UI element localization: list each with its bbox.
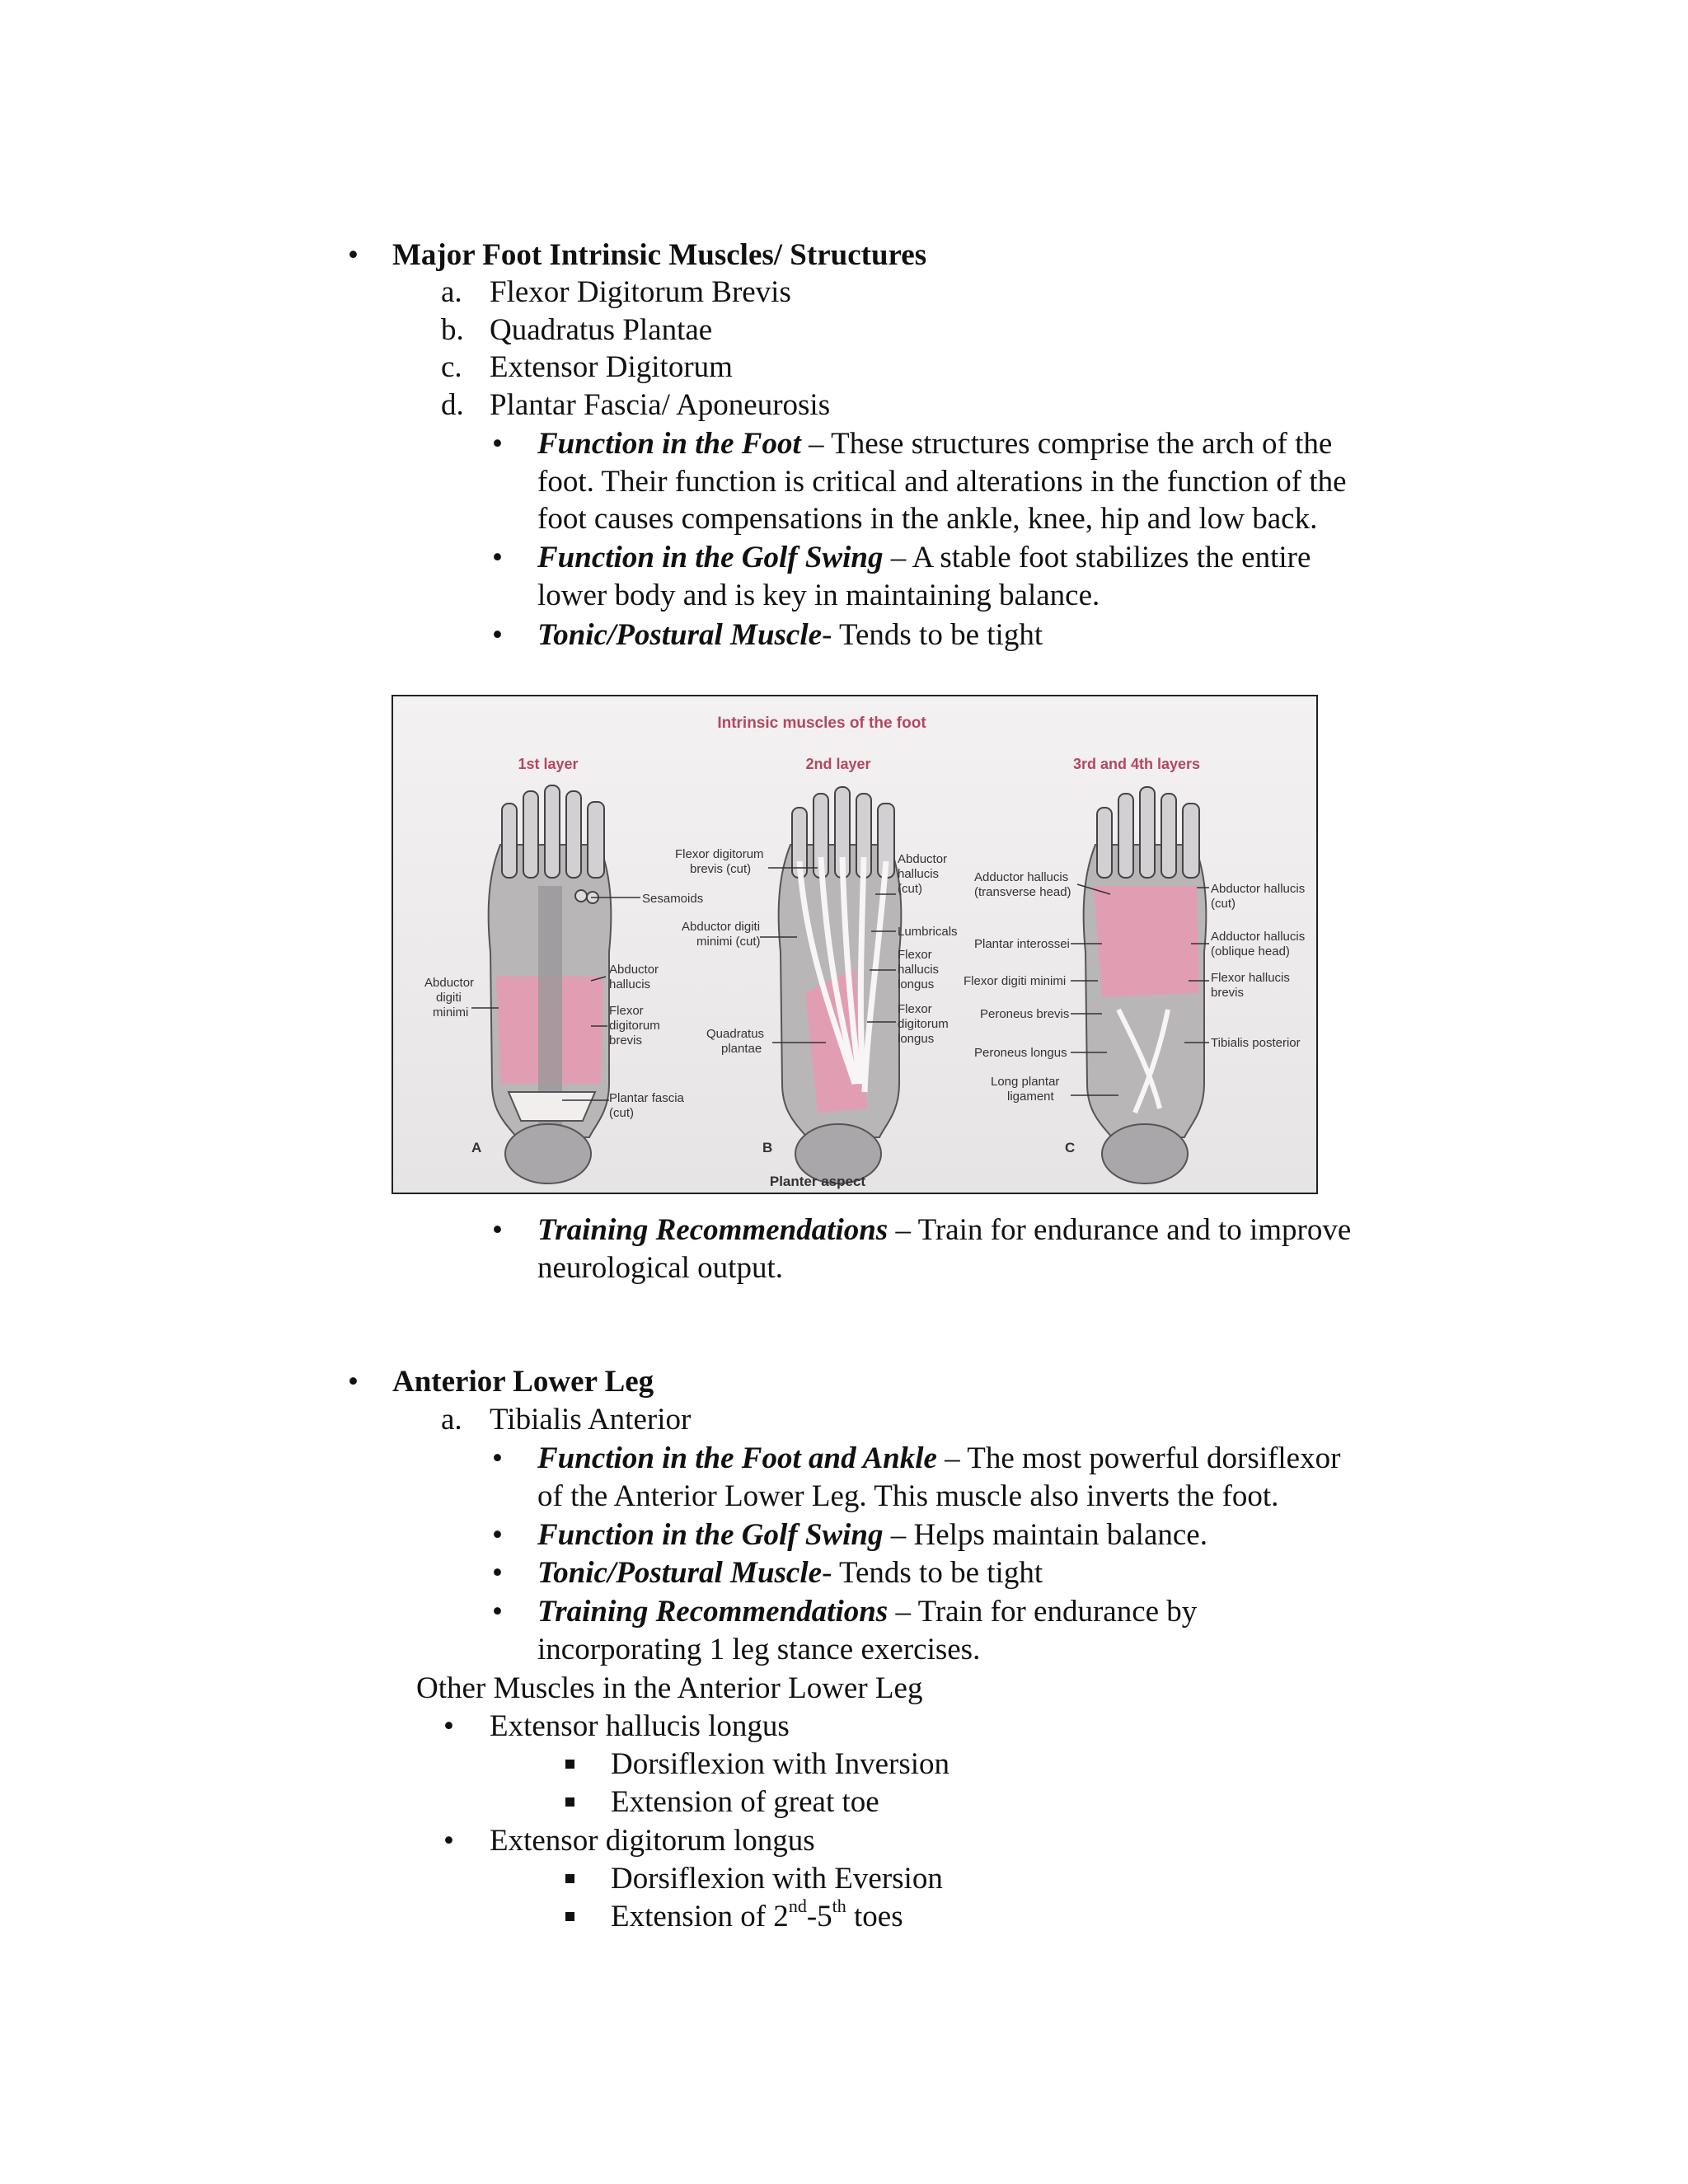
bullet: • xyxy=(443,1824,454,1858)
panel-letter: A xyxy=(471,1140,482,1155)
figure-caption: Planter aspect xyxy=(769,1174,866,1189)
label-abductor-hallucis-cut: Abductor xyxy=(898,852,948,866)
label-abductor-digiti-minimi-cut: Abductor digiti xyxy=(682,920,761,934)
foot-c-drawing xyxy=(1084,787,1207,1183)
label-abductor-digiti-minimi-cut: minimi (cut) xyxy=(696,935,761,949)
label-abductor-digiti-minimi: Abductor xyxy=(424,976,475,990)
function-text: These structures comprise the arch of the xyxy=(831,427,1333,461)
action-text: toes xyxy=(846,1900,903,1933)
function-text: foot causes compensations in the ankle, knee, hip and low back. xyxy=(537,502,1318,536)
label-flexor-hallucis-brevis: Flexor hallucis xyxy=(1211,971,1290,985)
list-item: Tibialis Anterior xyxy=(490,1403,692,1436)
muscle-name: Extensor digitorum longus xyxy=(490,1824,815,1858)
label-long-plantar-ligament: Long plantar xyxy=(991,1075,1060,1089)
bullet: • xyxy=(492,1518,503,1552)
label-sesamoids: Sesamoids xyxy=(642,892,704,906)
square-bullet xyxy=(565,1874,574,1883)
superscript: th xyxy=(832,1895,846,1916)
label-adductor-hallucis-oblique: Adductor hallucis xyxy=(1211,930,1306,944)
label-plantar-fascia: (cut) xyxy=(609,1106,634,1120)
bullet: • xyxy=(492,1441,503,1475)
section-heading-foot-intrinsic: Major Foot Intrinsic Muscles/ Structures xyxy=(392,238,927,272)
bullet: • xyxy=(492,1556,503,1590)
square-bullet xyxy=(565,1797,574,1807)
function-in-golf-line xyxy=(537,539,1311,577)
muscle-action: Extension of great toe xyxy=(611,1785,879,1819)
list-marker: b. xyxy=(441,313,464,347)
action-text: Extension of 2 xyxy=(611,1900,789,1933)
label-abductor-hallucis: hallucis xyxy=(609,977,651,991)
tonic-text: - Tends to be tight xyxy=(822,618,1043,652)
function-in-golf-label: Function in the Golf Swing xyxy=(537,1518,884,1552)
label-adductor-hallucis-oblique: (oblique head) xyxy=(1211,944,1290,958)
bullet: • xyxy=(492,618,503,652)
function-text: The most powerful dorsiflexor xyxy=(967,1441,1341,1475)
dash-separator: – xyxy=(883,541,912,574)
label-abductor-hallucis-cut: hallucis xyxy=(898,867,940,881)
list-marker: a. xyxy=(441,275,462,309)
label-flexor-digitorum-longus: Flexor xyxy=(898,1002,932,1016)
bullet: • xyxy=(443,1709,454,1743)
panel-title: 2nd layer xyxy=(805,756,871,772)
panel-letter: C xyxy=(1065,1140,1076,1155)
list-item: Plantar Fascia/ Aponeurosis xyxy=(490,388,831,422)
label-plantar-fascia: Plantar fascia xyxy=(609,1091,684,1105)
list-item: Extensor Digitorum xyxy=(490,350,733,384)
label-flexor-digitorum-brevis: Flexor xyxy=(609,1004,644,1018)
tonic-line xyxy=(537,616,1043,654)
tonic-label: Tonic/Postural Muscle xyxy=(537,618,823,652)
bullet: • xyxy=(492,427,503,461)
bullet: • xyxy=(492,1213,503,1247)
function-text: of the Anterior Lower Leg. This muscle also inverts the foot. xyxy=(537,1479,1279,1513)
label-adductor-hallucis-transverse: Adductor hallucis xyxy=(974,870,1069,884)
bullet: • xyxy=(492,1595,503,1629)
label-flexor-digitorum-brevis: brevis xyxy=(609,1033,643,1047)
function-in-golf-label: Function in the Golf Swing xyxy=(537,541,884,574)
function-in-foot-line xyxy=(537,425,1332,463)
function-in-golf-line xyxy=(537,1516,1207,1554)
training-text: Train for endurance by xyxy=(917,1595,1198,1629)
label-flexor-hallucis-longus: Flexor xyxy=(898,948,932,962)
label-lumbricals: Lumbricals xyxy=(898,925,958,939)
square-bullet xyxy=(565,1912,574,1921)
function-in-foot-ankle-label: Function in the Foot and Ankle xyxy=(537,1441,937,1475)
function-text: Helps maintain balance. xyxy=(913,1518,1207,1552)
foot-a-drawing xyxy=(489,785,612,1183)
action-text: -5 xyxy=(806,1900,832,1933)
superscript: nd xyxy=(788,1895,807,1916)
label-tibialis-posterior: Tibialis posterior xyxy=(1211,1036,1301,1050)
muscle-action xyxy=(611,1895,903,1936)
function-in-foot-label: Function in the Foot xyxy=(537,427,801,461)
list-marker: a. xyxy=(441,1403,462,1436)
foot-b-drawing xyxy=(779,787,902,1183)
foot-muscles-figure xyxy=(392,695,1318,1194)
training-line xyxy=(537,1212,1351,1249)
training-label: Training Recommendations xyxy=(537,1213,889,1247)
list-item: Quadratus Plantae xyxy=(490,313,713,347)
bullet: • xyxy=(492,541,503,574)
function-text: lower body and is key in maintaining balance. xyxy=(537,579,1100,612)
dash-separator: – xyxy=(888,1595,918,1629)
training-text: incorporating 1 leg stance exercises. xyxy=(537,1633,981,1666)
label-quadratus-plantae: Quadratus xyxy=(706,1027,765,1041)
label-flexor-digitorum-brevis-cut: Flexor digitorum xyxy=(675,847,764,861)
square-bullet xyxy=(565,1760,574,1769)
label-abductor-hallucis: Abductor xyxy=(609,963,659,977)
label-adductor-hallucis-transverse: (transverse head) xyxy=(974,885,1071,899)
dash-separator: – xyxy=(936,1441,968,1475)
tonic-line xyxy=(537,1554,1043,1592)
panel-title: 3rd and 4th layers xyxy=(1072,756,1201,772)
function-in-foot-ankle-line xyxy=(537,1440,1340,1478)
panel-letter: B xyxy=(762,1140,773,1155)
section-heading-anterior-lower-leg: Anterior Lower Leg xyxy=(392,1365,654,1399)
list-marker: c. xyxy=(441,350,462,384)
label-peroneus-longus: Peroneus longus xyxy=(974,1046,1067,1060)
label-flexor-hallucis-longus: longus xyxy=(898,977,935,991)
function-text: foot. Their function is critical and alterations in the function of the xyxy=(537,465,1347,499)
list-marker: d. xyxy=(441,388,464,422)
label-flexor-digiti-minimi: Flexor digiti minimi xyxy=(964,974,1067,988)
function-text: A stable foot stabilizes the entire xyxy=(912,541,1311,574)
label-flexor-digitorum-brevis-cut: brevis (cut) xyxy=(690,862,752,876)
label-peroneus-brevis: Peroneus brevis xyxy=(980,1007,1070,1021)
training-line xyxy=(537,1593,1197,1631)
dash-separator: – xyxy=(883,1518,914,1552)
list-item: Flexor Digitorum Brevis xyxy=(490,275,791,309)
muscle-action: Dorsiflexion with Eversion xyxy=(611,1862,943,1896)
bullet: • xyxy=(348,1365,359,1399)
muscle-action: Dorsiflexion with Inversion xyxy=(611,1747,950,1781)
tonic-label: Tonic/Postural Muscle xyxy=(537,1556,823,1590)
bullet: • xyxy=(348,238,359,272)
training-text: Train for endurance and to improve xyxy=(917,1213,1352,1247)
label-abductor-digiti-minimi: digiti xyxy=(436,991,462,1005)
label-quadratus-plantae: plantae xyxy=(721,1042,762,1056)
label-plantar-interossei: Plantar interossei xyxy=(974,937,1070,951)
foot-muscles-illustration xyxy=(393,696,1316,1193)
other-muscles-heading: Other Muscles in the Anterior Lower Leg xyxy=(416,1671,923,1705)
label-flexor-hallucis-longus: hallucis xyxy=(898,963,940,977)
panel-title: 1st layer xyxy=(518,756,579,772)
tonic-text: - Tends to be tight xyxy=(822,1556,1043,1590)
dash-separator: – xyxy=(888,1213,918,1247)
label-flexor-digitorum-brevis: digitorum xyxy=(609,1019,660,1033)
label-flexor-digitorum-longus: longus xyxy=(898,1032,935,1046)
figure-title: Intrinsic muscles of the foot xyxy=(717,715,926,732)
training-label: Training Recommendations xyxy=(537,1595,889,1629)
label-abductor-hallucis-cut: (cut) xyxy=(898,882,922,896)
label-abductor-hallucis-cut: Abductor hallucis xyxy=(1211,882,1306,896)
training-text: neurological output. xyxy=(537,1251,783,1285)
label-flexor-hallucis-brevis: brevis xyxy=(1211,986,1245,1000)
muscle-name: Extensor hallucis longus xyxy=(490,1709,790,1743)
label-abductor-hallucis-cut: (cut) xyxy=(1211,897,1236,911)
label-flexor-digitorum-longus: digitorum xyxy=(898,1017,949,1031)
label-abductor-digiti-minimi: minimi xyxy=(433,1005,469,1019)
label-long-plantar-ligament: ligament xyxy=(1007,1090,1054,1104)
dash-separator: – xyxy=(800,427,832,461)
